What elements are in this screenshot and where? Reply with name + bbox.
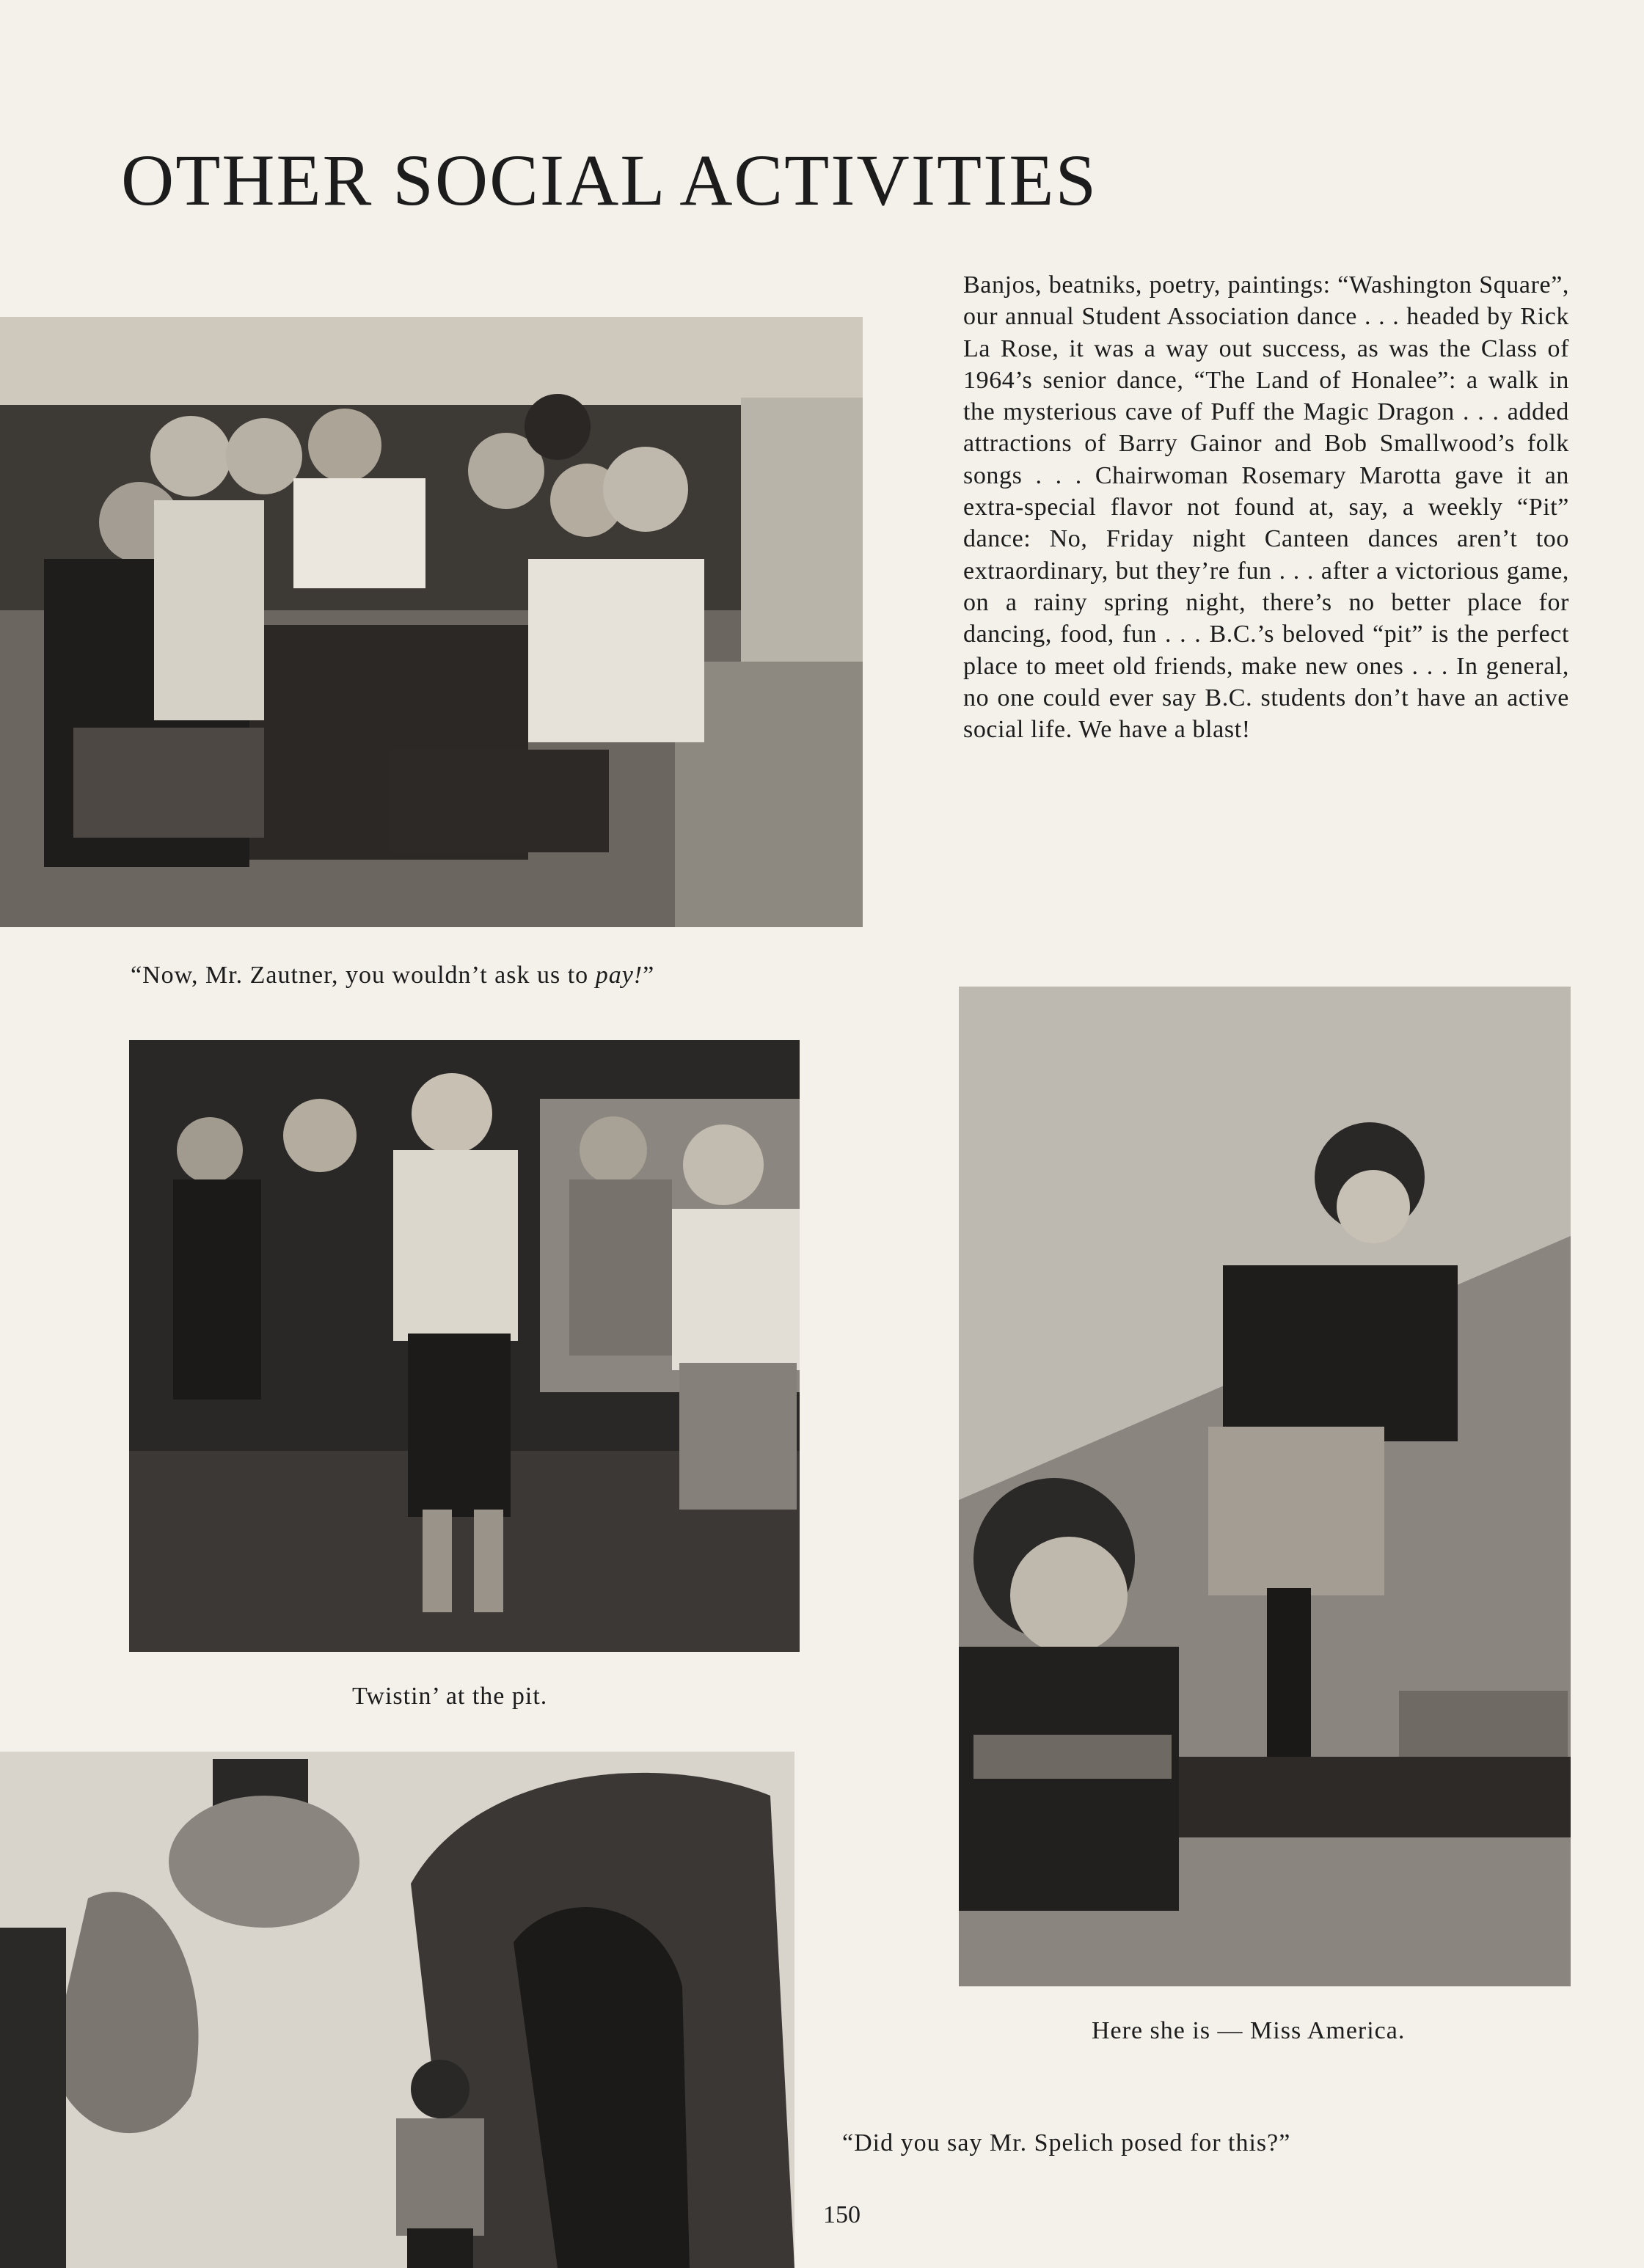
caption-photo-2: Twistin’ at the pit. (352, 1683, 548, 1710)
caption-photo-3: Here she is — Miss America. (1092, 2017, 1406, 2044)
caption-photo-1 (131, 963, 654, 988)
page-number: 150 (823, 2201, 861, 2228)
article-text: Banjos, beatniks, poetry, paintings: “Washington Square”, our annual Student Association dance . . . headed by Rick La Rose, it was a way out success, as was the Class of 1964’s senior dance, “The Land of Honalee”: a walk in the mysterious cave of Puff the Magic Dragon . . . added attractions of Barry Gainor and Bob Smallwood’s folk songs . . . Chairwoman Rosemary Marotta gave it an extra-special flavor not found at, say, a weekly “Pit” dance: No, Friday night Canteen dances aren’t too extraordinary, but they’re fun . . . after a victorious game, on a rainy spring night, there’s no better place for dancing, food, fun . . . B.C.’s beloved “pit” is the perfect place to meet old friends, make new ones . . . In general, no one could ever say B.C. students don’t have an active social life. We have a blast! (963, 271, 1569, 744)
photo-miss-america (959, 987, 1571, 1986)
photo-twistin-at-pit (129, 1040, 800, 1652)
page-title: OTHER SOCIAL ACTIVITIES (121, 139, 1098, 221)
caption-photo-1-close-quote: ” (643, 962, 655, 989)
caption-photo-4: “Did you say Mr. Spelich posed for this?” (842, 2129, 1291, 2157)
photo-dragon-mural (0, 1752, 794, 2268)
photo-girls-at-table (0, 317, 863, 927)
caption-photo-1-text: “Now, Mr. Zautner, you wouldn’t ask us to (131, 962, 596, 989)
caption-photo-1-emphasis: pay! (595, 962, 643, 989)
